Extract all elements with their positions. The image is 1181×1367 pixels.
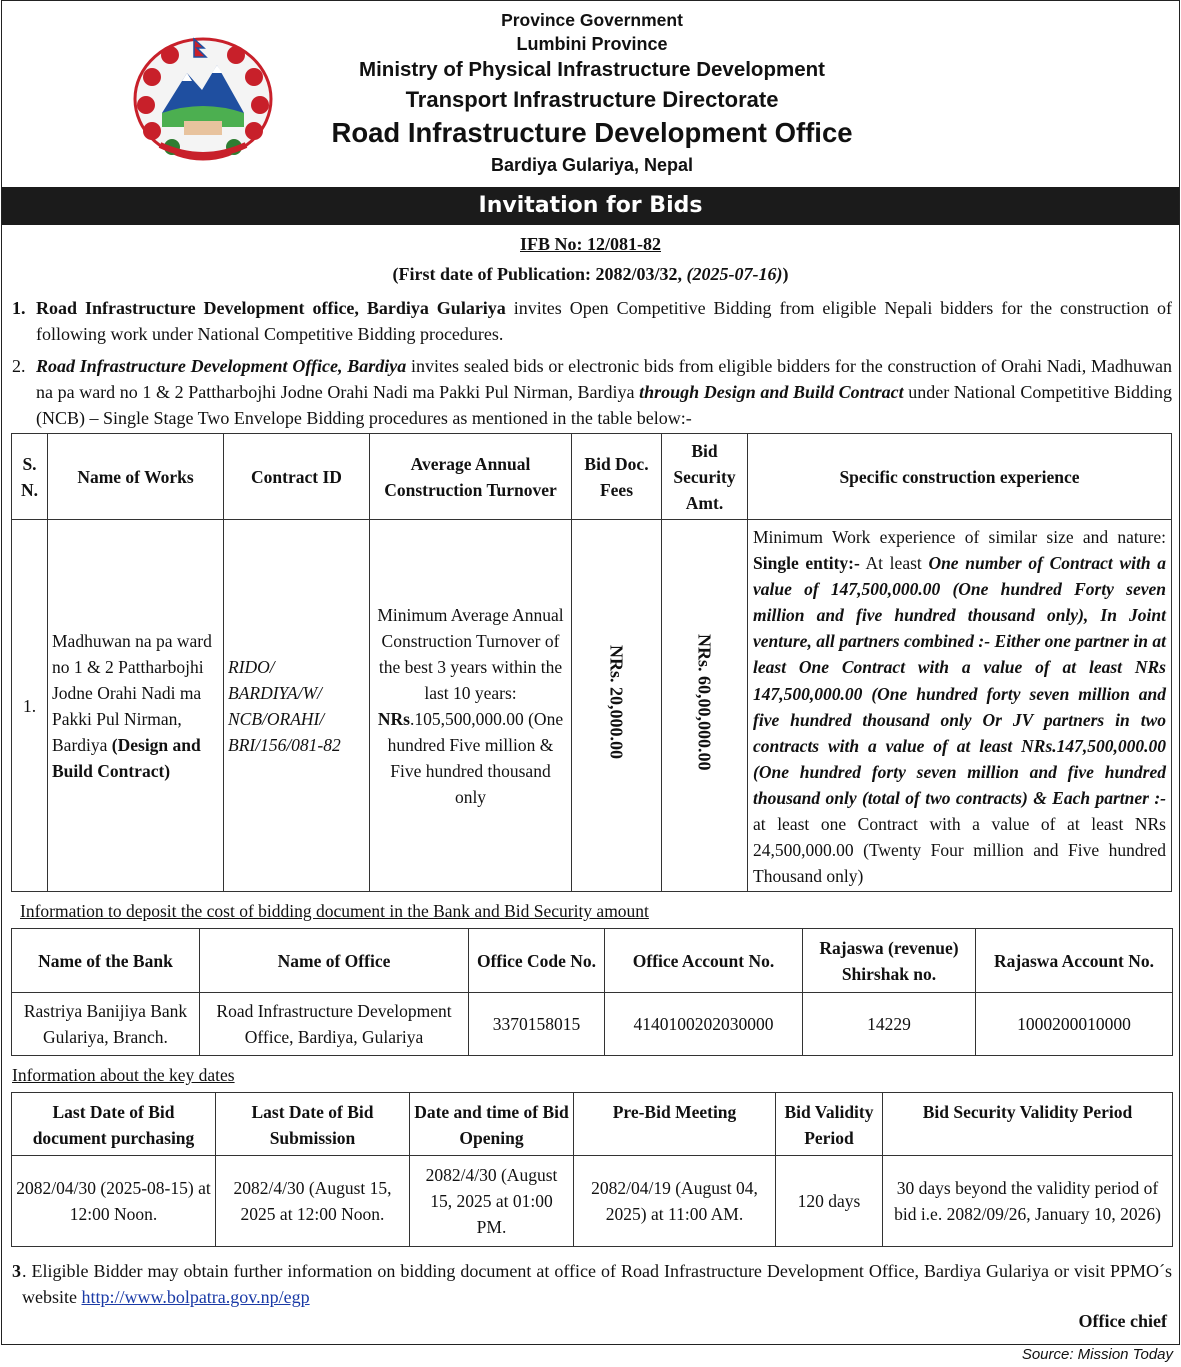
bank-info-caption: Information to deposit the cost of bidding document in the Bank and Bid Security amount <box>20 901 649 921</box>
col-office-name: Name of Office <box>200 929 469 993</box>
cell-turnover: Minimum Average Annual Construction Turnover of the best 3 years within the last 10 years: NRs.105,500,000.00 (One hundred Five million & Five hundred thousand only <box>370 520 572 892</box>
works-row <box>12 520 1172 892</box>
paragraph-2: 2. Road Infrastructure Development Office, Bardiya invites sealed bids or electronic bids from eligible bidders for the construction of Orahi Nadi, Madhuwan na pa ward no 1 & 2 Pattharbojhi Jodne Orahi Nadi ma Pakki Pul Nirman, Bardiya through Design and Build Contract under National Competitive Bidding (NCB) – Single Stage Two Envelope Bidding procedures as mentioned in the table below:- <box>12 356 1172 428</box>
col-rajaswa-shirshak: Rajaswa (revenue) Shirshak no. <box>803 929 976 993</box>
col-last-date-purchase: Last Date of Bid document purchasing <box>12 1093 216 1156</box>
cell-rajaswa-account: 1000200010000 <box>976 993 1173 1056</box>
col-name-of-works: Name of Works <box>48 434 224 520</box>
cell-last-date-submission: 2082/4/30 (August 15, 2025 at 12:00 Noon. <box>216 1156 410 1247</box>
col-bid-security-validity: Bid Security Validity Period <box>883 1093 1173 1156</box>
key-dates-table <box>11 1092 1173 1247</box>
key-dates-caption: Information about the key dates <box>12 1065 235 1085</box>
col-bid-opening: Date and time of Bid Opening <box>410 1093 574 1156</box>
bolpatra-link[interactable]: http://www.bolpatra.gov.np/egp <box>81 1287 310 1307</box>
publication-date: (First date of Publication: 2082/03/32, (2025-07-16)) <box>392 264 789 284</box>
header-location: Bardiya Gulariya, Nepal <box>490 155 694 175</box>
cell-contract-id: RIDO/ BARDIYA/W/ NCB/ORAHI/ BRI/156/081-82 <box>224 520 370 892</box>
works-table <box>11 433 1172 892</box>
dates-header-row <box>12 1093 1173 1156</box>
cell-pre-bid-meeting: 2082/04/19 (August 04, 2025) at 11:00 AM. <box>574 1156 776 1247</box>
notice-frame <box>1 0 1180 1345</box>
cell-sn: 1. <box>12 520 48 892</box>
col-rajaswa-account: Rajaswa Account No. <box>976 929 1173 993</box>
cell-bid-validity: 120 days <box>776 1156 883 1247</box>
col-pre-bid-meeting: Pre-Bid Meeting <box>574 1093 776 1156</box>
invitation-banner: Invitation for Bids <box>2 187 1179 225</box>
works-header-row <box>12 434 1172 520</box>
col-bid-validity: Bid Validity Period <box>776 1093 883 1156</box>
header-office: Road Infrastructure Development Office <box>331 117 853 148</box>
col-bank-name: Name of the Bank <box>12 929 200 993</box>
cell-bid-opening: 2082/4/30 (August 15, 2025 at 01:00 PM. <box>410 1156 574 1247</box>
col-turnover: Average Annual Construction Turnover <box>370 434 572 520</box>
source-credit: Source: Mission Today <box>1021 1346 1173 1363</box>
header-province-name: Lumbini Province <box>516 34 668 54</box>
col-contract-id: Contract ID <box>224 434 370 520</box>
col-bid-doc-fees: Bid Doc. Fees <box>572 434 662 520</box>
col-sn: S. N. <box>12 434 48 520</box>
cell-bank-name: Rastriya Banijiya Bank Gulariya, Branch. <box>12 993 200 1056</box>
cell-bid-security-validity: 30 days beyond the validity period of bid i.e. 2082/09/26, January 10, 2026) <box>883 1156 1173 1247</box>
header-directorate: Transport Infrastructure Directorate <box>405 87 779 112</box>
cell-name-of-works: Madhuwan na pa ward no 1 & 2 Pattharbojhi Jodne Orahi Nadi ma Pakki Pul Nirman, Bardiya (Design and Build Contract) <box>48 520 224 892</box>
bank-table <box>11 928 1173 1056</box>
cell-experience: Minimum Work experience of similar size and nature: Single entity:- At least One number of Contract with a value of 147,500,000.00 (One hundred Forty seven million and five hundred thousand only), In Joint venture, all partners combined :- Either one partner in at least One Contract with a value of at least NRs 147,500,000.00 (One hundred forty seven million and five hundred thousand only Or JV partners in two contracts with a value of at least NRs.147,500,000.00 (One hundred forty seven million and five hundred thousand only (total of two contracts) & Each partner :- at least one Contract with a value of at least NRs 24,500,000.00 (Twenty Four million and Five hundred Thousand only) <box>748 520 1172 892</box>
paragraph-1: 1. Road Infrastructure Development office, Bardiya Gulariya invites Open Competitive Bidding from eligible Nepali bidders for the construction of following work under National Competitive Bidding procedures. <box>12 298 1172 344</box>
col-office-account: Office Account No. <box>605 929 803 993</box>
col-last-date-submission: Last Date of Bid Submission <box>216 1093 410 1156</box>
cell-rajaswa-shirshak: 14229 <box>803 993 976 1056</box>
cell-last-date-purchase: 2082/04/30 (2025-08-15) at 12:00 Noon. <box>12 1156 216 1247</box>
cell-office-account: 4140100202030000 <box>605 993 803 1056</box>
cell-bid-doc-fees: NRs. 20,000.00 <box>572 520 662 892</box>
cell-office-name: Road Infrastructure Development Office, Bardiya, Gulariya <box>200 993 469 1056</box>
paragraph-3: 3 . Eligible Bidder may obtain further information on bidding document at office of Road Infrastructure Development Office, Bardiya Gulariya or visit PPMO´s website http://www.bolpatra.gov.np/egp <box>12 1261 1172 1307</box>
cell-bid-security: NRs. 60,00,000.00 <box>662 520 748 892</box>
ifb-number: IFB No: 12/081-82 <box>520 234 661 254</box>
col-experience: Specific construction experience <box>748 434 1172 520</box>
header-ministry: Ministry of Physical Infrastructure Development <box>359 58 825 81</box>
bank-row <box>12 993 1173 1056</box>
dates-row <box>12 1156 1173 1247</box>
cell-office-code: 3370158015 <box>469 993 605 1056</box>
header-province-government: Province Government <box>501 10 683 30</box>
col-office-code: Office Code No. <box>469 929 605 993</box>
col-bid-security: Bid Security Amt. <box>662 434 748 520</box>
header <box>2 1 1179 187</box>
signature-office-chief: Office chief <box>1078 1311 1167 1331</box>
bank-header-row <box>12 929 1173 993</box>
